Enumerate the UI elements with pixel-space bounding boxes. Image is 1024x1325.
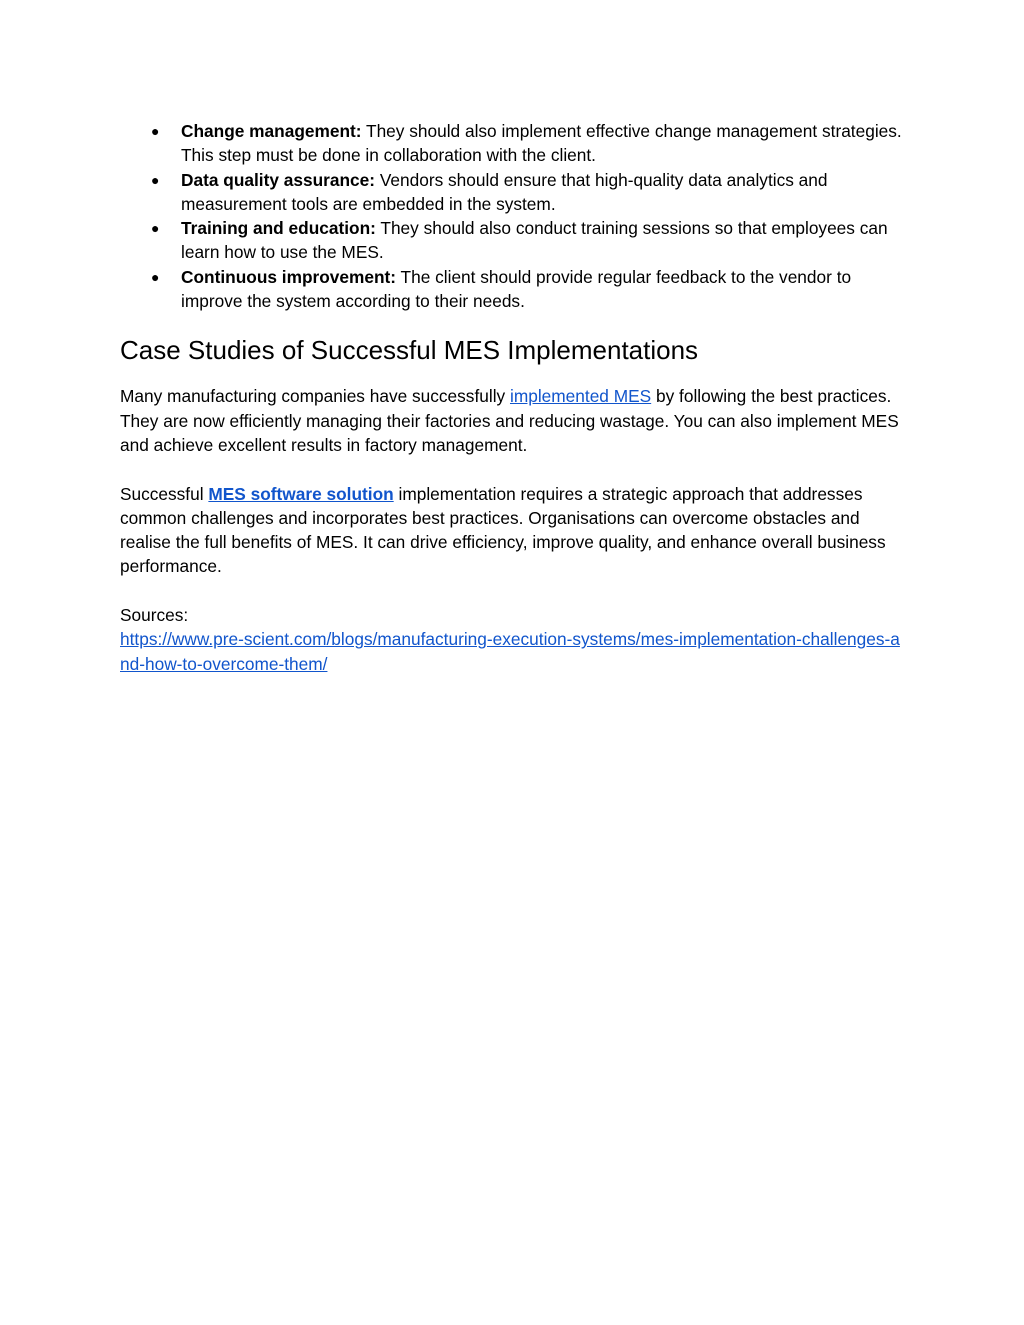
list-item-text: They should also implement effective change management strategies. This step must be done in collaboration with the client. — [181, 121, 902, 166]
paragraph-text: Many manufacturing companies have successfully — [120, 386, 510, 407]
section-heading: Case Studies of Successful MES Implementations — [120, 335, 699, 366]
list-item-term: Continuous improvement: — [181, 266, 397, 287]
list-item-text: Vendors should ensure that high-quality data analytics and measurement tools are embedded in the system. — [181, 169, 828, 214]
sources-url-link[interactable]: https://www.pre-scient.com/blogs/manufacturing-execution-systems/mes-implementation-challenges-and-how-to-overcome-them/ — [120, 629, 900, 674]
paragraph-text: Successful — [120, 483, 209, 504]
implemented-mes-link[interactable]: implemented MES — [509, 386, 652, 407]
paragraph-text: by following the best practices. They are now efficiently managing their factories and reducing wastage. You can also implement MES and achieve excellent results in factory management. — [120, 386, 899, 455]
list-item-term: Training and education: — [181, 218, 376, 239]
list-item — [120, 119, 910, 168]
bullet-icon: ● — [151, 268, 160, 285]
paragraph-text: implementation requires a strategic approach that addresses common challenges and incorporates best practices. Organisations can overcome obstacles and realise the full benefits of MES. It can drive efficiency, improve quality, and enhance overall business performance. — [120, 483, 886, 577]
list-item-term: Data quality assurance: — [181, 169, 376, 190]
paragraph-case-studies — [120, 384, 910, 457]
bullet-icon: ● — [151, 171, 160, 188]
list-item-text: The client should provide regular feedback to the vendor to improve the system according to their needs. — [181, 266, 852, 312]
list-item — [120, 168, 910, 217]
mes-software-solution-link[interactable]: MES software solution — [208, 483, 394, 504]
list-item-text: They should also conduct training sessions so that employees can learn how to use the MES. — [181, 218, 888, 263]
paragraph-summary — [120, 482, 910, 579]
list-item-term: Change management: — [181, 121, 362, 141]
sources-block — [120, 603, 910, 676]
document-page — [120, 119, 910, 676]
best-practices-list — [120, 119, 910, 313]
bullet-icon: ● — [151, 123, 160, 139]
list-item — [120, 265, 910, 314]
list-item — [120, 216, 910, 265]
bullet-icon: ● — [151, 220, 160, 237]
sources-label: Sources: — [120, 605, 189, 626]
